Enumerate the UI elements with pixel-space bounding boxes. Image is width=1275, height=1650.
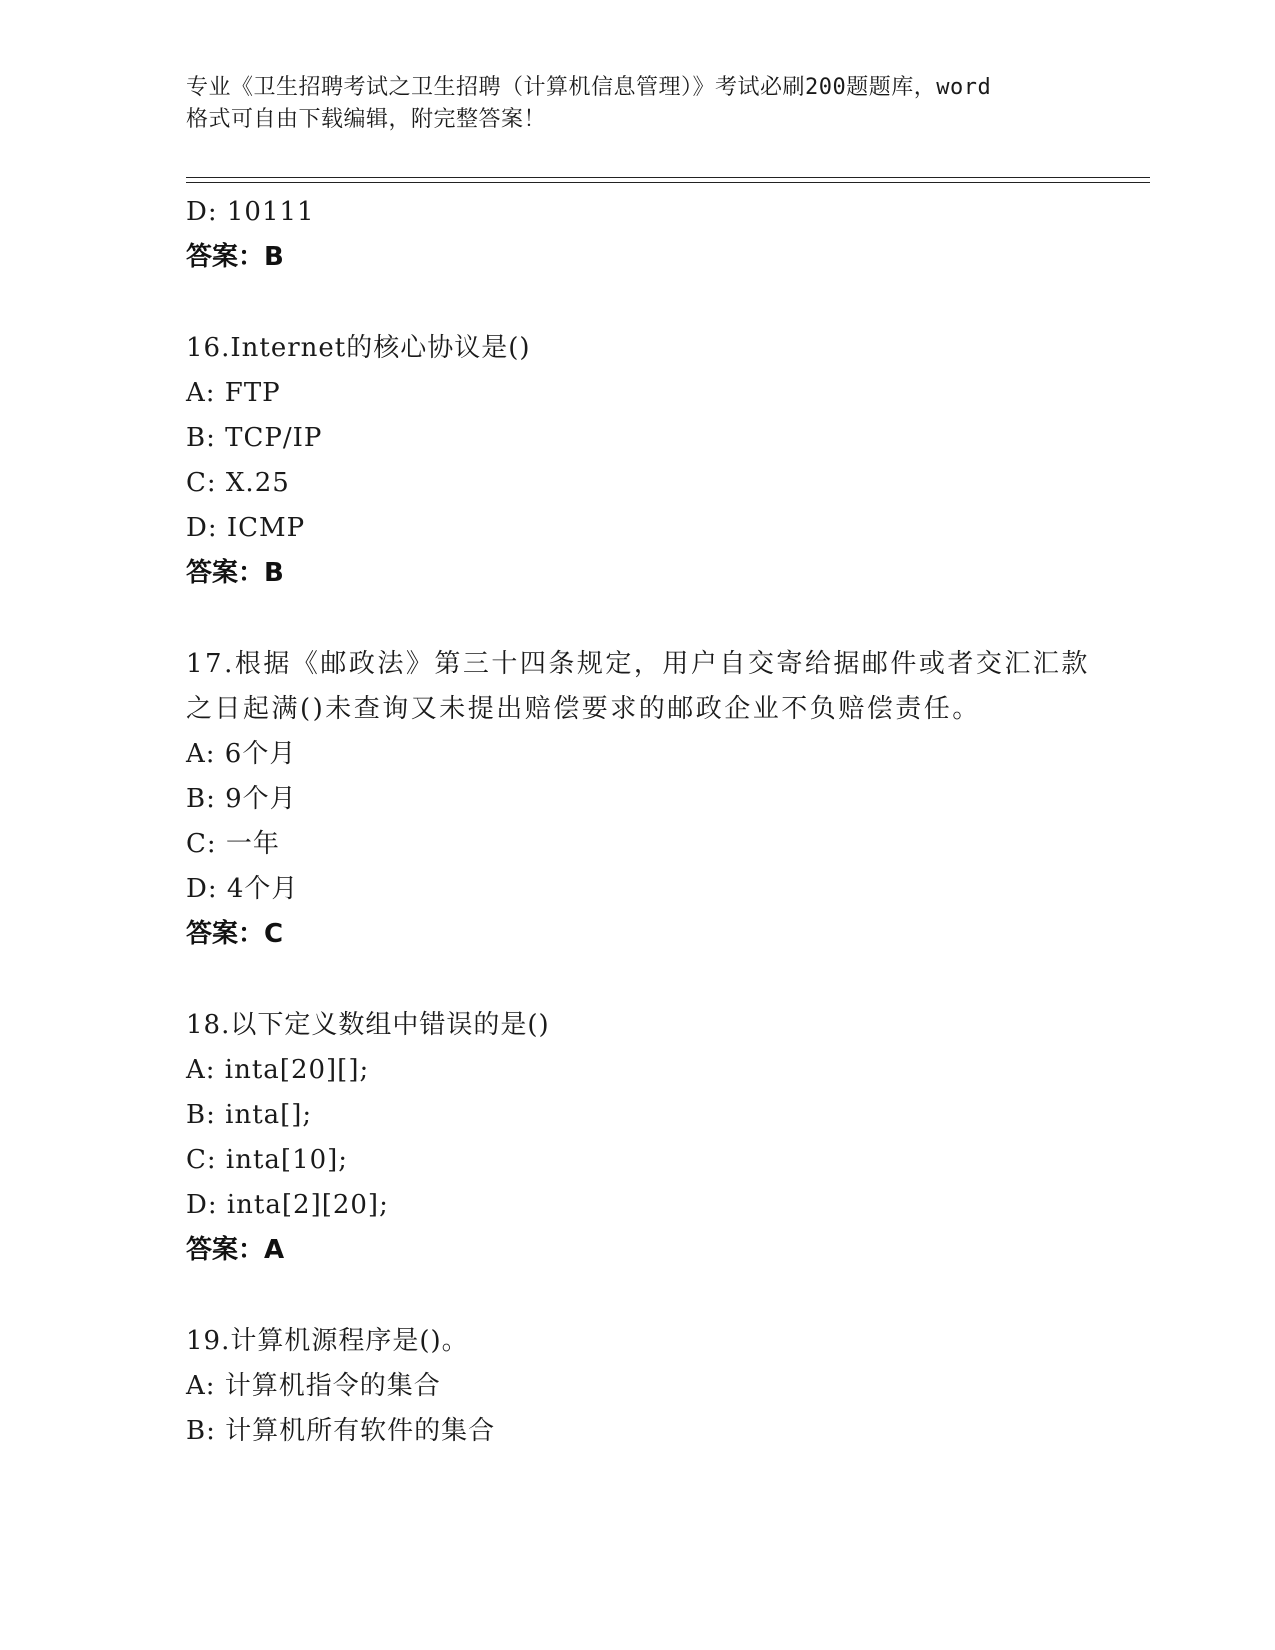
- question-text: 19.计算机源程序是()。: [186, 1326, 469, 1356]
- answer: 答案：C: [186, 919, 284, 949]
- question-19: [186, 1319, 1106, 1454]
- answer: 答案：B: [186, 242, 284, 272]
- option-b: B: 9个月: [186, 784, 297, 814]
- header-divider-top: [186, 177, 1150, 178]
- question-text: 18.以下定义数组中错误的是(): [186, 1010, 550, 1040]
- option-a: A: 计算机指令的集合: [186, 1371, 441, 1401]
- question-text: 16.Internet的核心协议是(): [186, 333, 531, 363]
- option-c: C: inta[10];: [186, 1145, 349, 1175]
- option-c: C: X.25: [186, 468, 290, 498]
- option-b: B: inta[];: [186, 1100, 313, 1130]
- option-d: D: 4个月: [186, 874, 299, 904]
- option-d: D: ICMP: [186, 513, 306, 543]
- document-header: [186, 72, 1086, 136]
- option-d: D: inta[2][20];: [186, 1190, 389, 1220]
- option-a: A: 6个月: [186, 739, 297, 769]
- option-d: D: 10111: [186, 197, 315, 227]
- question-16: [186, 326, 1106, 596]
- option-a: A: inta[20][];: [186, 1055, 370, 1085]
- answer: 答案：A: [186, 1235, 285, 1265]
- question-text: 17.根据《邮政法》第三十四条规定，用户自交寄给据邮件或者交汇汇款之日起满()未查询又未提出赔偿要求的邮政企业不负赔偿责任。: [186, 649, 1090, 724]
- option-b: B: TCP/IP: [186, 423, 323, 453]
- header-title-line-1: 专业《卫生招聘考试之卫生招聘（计算机信息管理）》考试必刷200题题库，word: [186, 75, 992, 100]
- option-c: C: 一年: [186, 829, 280, 859]
- option-a: A: FTP: [186, 378, 281, 408]
- question-15-tail: [186, 190, 1106, 280]
- option-b: B: 计算机所有软件的集合: [186, 1416, 496, 1446]
- question-17: [186, 642, 1106, 957]
- question-18: [186, 1003, 1106, 1273]
- header-divider-bottom: [186, 182, 1150, 183]
- question-list: [186, 190, 1106, 1454]
- header-title-line-2: 格式可自由下载编辑，附完整答案！: [186, 107, 547, 132]
- answer: 答案：B: [186, 558, 284, 588]
